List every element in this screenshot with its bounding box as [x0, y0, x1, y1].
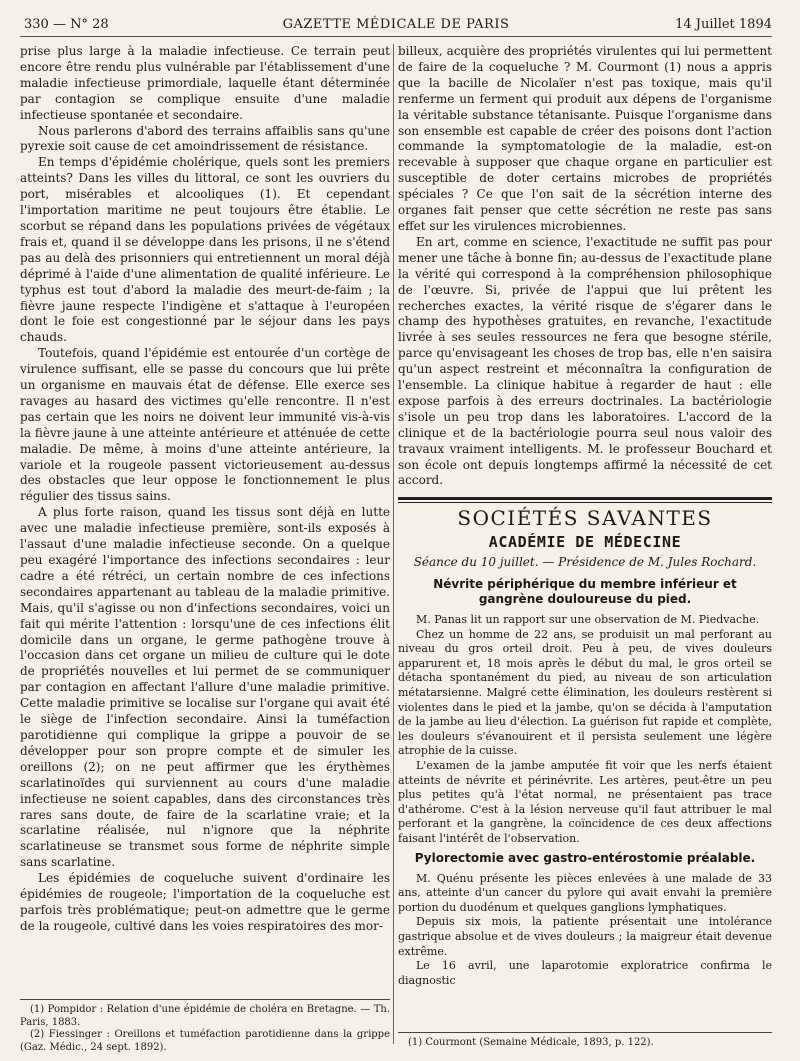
page-header — [20, 14, 772, 37]
footnote: (1) Courmont (Semaine Médicale, 1893, p. 122). — [408, 1037, 654, 1048]
left-column — [20, 44, 390, 1054]
paragraph: Depuis six mois, la patiente présentait une intolérance gastrique absolue et de vives douleurs ; la maigreur était devenue extrême. — [398, 915, 772, 958]
article-title: Pylorectomie avec gastro-entérostomie préalable. — [414, 850, 756, 865]
section-title: SOCIÉTÉS SAVANTES — [457, 506, 713, 531]
right-footnotes — [398, 1032, 772, 1050]
paragraph: Toutefois, quand l'épidémie est entourée d'un cortège de virulence suffisant, elle se passe du concours que lui prête un organisme en mauvais état de défense. Elle exerce ses ravages au hasard des victimes qu'elle rencontre. Il n'est pas certain que les noirs ne doivent leur immunité vis-à-vis la fièvre jaune à une atteinte antérieure et atténuée de cette maladie. De même, à moins d'une atteinte antérieure, la variole et la rougeole passent victorieusement au-dessus des obstacles que leur oppose le fonctionnement le plus régulier des tissus sains. — [20, 346, 390, 504]
paragraph: M. Panas lit un rapport sur une observation de M. Piedvache. — [416, 613, 760, 627]
columns — [20, 44, 772, 1054]
paragraph: Le 16 avril, une laparotomie exploratrice confirma le diagnostic — [398, 959, 772, 987]
paragraph: L'examen de la jambe amputée fit voir que les nerfs étaient atteints de névrite et périnévrite. Les artères, peut-être un peu plus petites qu'à l'état normal, ne présentaient pas trace d'athérome. C'est à la lésion nerveuse qu'il faut attribuer le mal perforant et la gangrène, la coïncidence de ces deux affections faisant l'intérêt de l'observation. — [398, 759, 772, 845]
paragraph: M. Quénu présente les pièces enlevées à une malade de 33 ans, atteinte d'un cancer du pylore qui avait envahi la première portion du duodénum et quelques ganglions lymphatiques. — [398, 871, 772, 914]
article-body — [398, 613, 772, 847]
paragraph: Les épidémies de coqueluche suivent d'ordinaire les épidémies de rougeole; l'importation de la coqueluche est parfois très problématique; peut-on admettre que le germe de la rougeole, cultivé dans les voies respiratoires des mor- — [20, 871, 390, 933]
left-footnotes — [20, 999, 390, 1054]
issue-date: 14 Juillet 1894 — [675, 17, 772, 32]
paragraph: En art, comme en science, l'exactitude ne suffit pas pour mener une tâche à bonne fin; au-dessus de l'exactitude plane la vérité qui correspond à la compréhension philosophique de l'œuvre. Si, privée de l'appui que lui prêtent les recherches exactes, la vérité risque de s'égarer dans le champ des hypothèses gratuites, en revanche, l'exactitude livrée à ses seules ressources ne fera que besogne stérile, parce qu'envisageant les choses de trop bas, elle n'en saisira qu'un aspect restreint et méconnaîtra la configuration de l'ensemble. La clinique habitue à regarder de haut : elle expose parfois à des erreurs doctrinales. La bactériologie s'isole un peu trop dans les laboratoires. L'accord de la clinique et de la bactériologie pourra seul nous valoir des travaux vraiment intelligents. M. le professeur Bouchard et son école ont depuis longtemps affirmé la nécessité de cet accord. — [398, 234, 772, 488]
paragraph: billeux, acquière des propriétés virulentes qui lui permettent de faire de la coqueluche ? M. Courmont (1) nous a appris que la bacille de Nicolaïer n'est pas toxique, mais qu'il renferme un ferment qui produit aux dépens de l'organisme la véritable substance tétanisante. Puisque l'organisme dans son ensemble est capable de créer des poisons dont l'action commande la symptomatologie de la maladie, est-on recevable à supposer que chaque organe en particulier est susceptible de doter certains microbes de propriétés spéciales ? Ce que l'on sait de la sécrétion interne des organes fait penser que cette sécrétion ne reste pas sans effet sur les virulences microbiennes. — [398, 44, 772, 233]
paragraph: Nous parlerons d'abord des terrains affaiblis sans qu'une pyrexie soit cause de cet amoindrissement de résistance. — [20, 123, 390, 154]
paragraph: En temps d'épidémie cholérique, quels sont les premiers atteints? Dans les villes du littoral, ce sont les ouvriers du port, misérables et alcooliques (1). Et cependant l'importation maritime ne peut toujours être établie. Le scorbut se répand dans les populations privées de végétaux frais et, quand il se développe dans les prisons, il ne s'étend pas au delà des prisonniers qui entretiennent un moral déjà déprimé à l'aide d'une alimentation de qualité inférieure. Le typhus est tout d'abord la maladie des meurt-de-faim ; la fièvre jaune respecte l'indigène et s'attaque à l'européen dont le foie est congestionné par le séjour dans les pays chauds. — [20, 155, 390, 345]
academy-title: ACADÉMIE DE MÉDECINE — [488, 533, 682, 552]
paragraph: prise plus large à la maladie infectieuse. Ce terrain peut encore être rendu plus vulnérable par l'établissement d'une maladie infectieuse primordiale, laquelle étant déterminée par contagion se complique ensuite d'une maladie infectieuse spontanée et secondaire. — [20, 44, 390, 122]
right-column — [398, 44, 772, 1054]
seance-line: Séance du 10 juillet. — Présidence de M. Jules Rochard. — [413, 555, 757, 570]
column-divider — [393, 44, 394, 1044]
footnote: (1) Pompidor : Relation d'une épidémie de choléra en Bretagne. — Th. Paris, 1883. — [20, 1004, 390, 1028]
journal-title: GAZETTE MÉDICALE DE PARIS — [282, 17, 510, 32]
paragraph: Chez un homme de 22 ans, se produisit un mal perforant au niveau du gros orteil droit. Peu à peu, de vives douleurs apparurent et, 18 mois après le début du mal, le gros orteil se détacha spontanément du pied, au niveau de son articulation métatarsienne. Malgré cette élimination, les douleurs restèrent si violentes dans le pied et la jambe, qu'on se décida à l'amputation de la jambe au lieu d'élection. La guérison fut rapide et complète, les douleurs s'évanouirent et il persista seulement une légère atrophie de la cuisse. — [398, 627, 772, 758]
page-number: 330 — N° 28 — [24, 17, 109, 32]
paragraph: A plus forte raison, quand les tissus sont déjà en lutte avec une maladie infectieuse première, sont-ils exposés à l'assaut d'une maladie infectieuse seconde. On a quelque peu exagéré l'importance des infections secondaires : leur cadre a été rétréci, un certain nombre de ces infections secondaires appartenant au tableau de la maladie primitive. Mais, qu'il s'agisse ou non d'infections secondaires, voici un fait qui mérite l'attention : lorsqu'une de ces infections élit domicile dans un organe, le germe pathogène trouve à l'occasion dans cet organe un milieu de culture qui le dote de propriétés nouvelles et lui permet de se communiquer par contagion en affectant l'allure d'une maladie primitive. Cette maladie primitive se localise sur l'organe qui avait été le siège de l'infection secondaire. Ainsi la tuméfaction parotidienne qui complique la grippe a pouvoir de se développer pour son propre compte et de simuler les oreillons (2); on ne peut affirmer que les érythèmes scarlatinoïdes qui surviennent au cours d'une maladie infectieuse ne soient capables, dans des circonstances très rares sans doute, de faire de la scarlatine vraie; et la scarlatine réalisée, nul n'ignore que la néphrite scarlatineuse se transmet sous forme de néphrite simple sans scarlatine. — [20, 505, 390, 870]
footnote: (2) Fiessinger : Oreillons et tuméfaction parotidienne dans la grippe (Gaz. Médic., 24 sept. 1892). — [20, 1029, 390, 1053]
section-rule — [398, 497, 772, 503]
article-body — [398, 872, 772, 989]
article-title: Névrite périphérique du membre inférieur et gangrène douloureuse du pied. — [433, 577, 737, 607]
